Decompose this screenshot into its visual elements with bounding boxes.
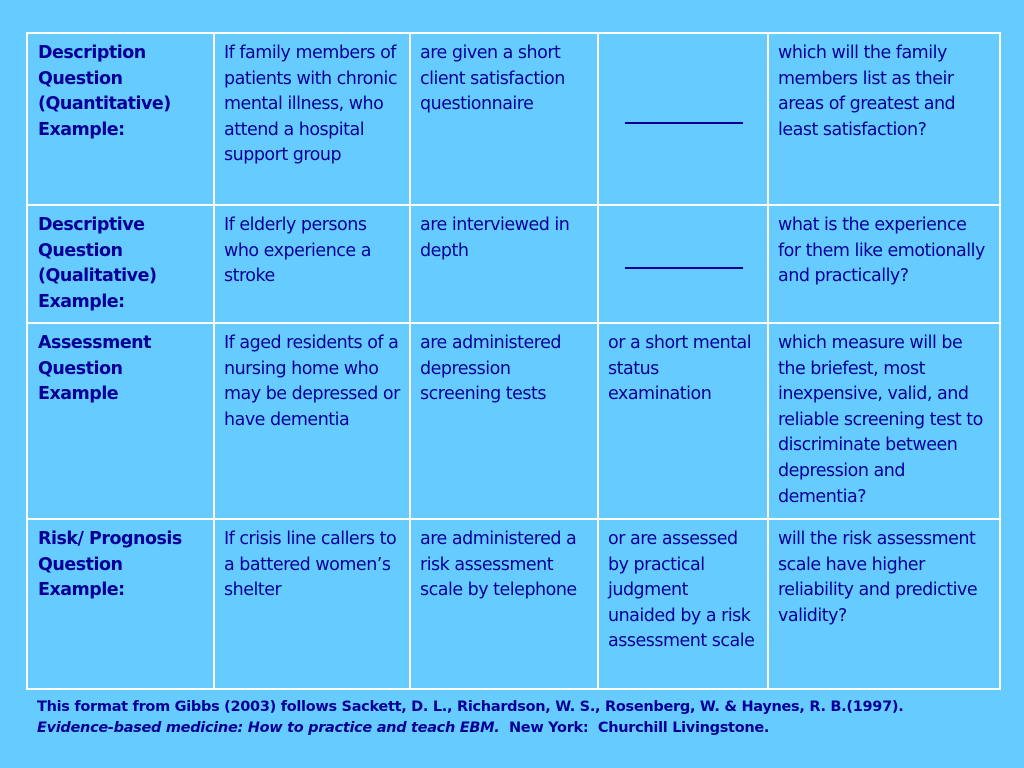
population-cell: If crisis line callers to a battered women’s shelter — [214, 519, 410, 689]
outcome-cell: which measure will be the briefest, most inexpensive, valid, and reliable screening test to discriminate between depression and dementia? — [768, 323, 1000, 519]
citation-line-1: This format from Gibbs (2003) follows Sackett, D. L., Richardson, W. S., Rosenberg, W. & Haynes, R. B.(1997). — [37, 699, 904, 715]
row-label-cell: Assessment Question Example — [27, 323, 214, 519]
intervention-cell: are given a short client satisfaction questionnaire — [410, 33, 598, 205]
blank-underline — [625, 122, 743, 124]
table-row — [27, 205, 1000, 323]
population-cell: If family members of patients with chronic mental illness, who attend a hospital support group — [214, 33, 410, 205]
outcome-cell: which will the family members list as their areas of greatest and least satisfaction? — [768, 33, 1000, 205]
row-label-cell: Risk/ Prognosis Question Example: — [27, 519, 214, 689]
intervention-cell: are interviewed in depth — [410, 205, 598, 323]
comparison-blank-cell — [598, 33, 768, 205]
comparison-cell: or a short mental status examination — [598, 323, 768, 519]
publisher: New York: Churchill Livingstone. — [499, 720, 770, 736]
intervention-cell: are administered depression screening tests — [410, 323, 598, 519]
citation-footer — [37, 697, 1012, 739]
row-label-cell: Descriptive Question (Qualitative) Example: — [27, 205, 214, 323]
table-row — [27, 33, 1000, 205]
book-title: Evidence-based medicine: How to practice and teach EBM. — [37, 720, 500, 736]
table-row — [27, 519, 1000, 689]
question-format-table — [26, 32, 1001, 690]
population-cell: If aged residents of a nursing home who may be depressed or have dementia — [214, 323, 410, 519]
comparison-cell: or are assessed by practical judgment unaided by a risk assessment scale — [598, 519, 768, 689]
comparison-blank-cell — [598, 205, 768, 323]
intervention-cell: are administered a risk assessment scale by telephone — [410, 519, 598, 689]
outcome-cell: what is the experience for them like emotionally and practically? — [768, 205, 1000, 323]
row-label-cell: Description Question (Quantitative) Example: — [27, 33, 214, 205]
outcome-cell: will the risk assessment scale have higher reliability and predictive validity? — [768, 519, 1000, 689]
citation-line-2 — [37, 718, 1012, 739]
table-row — [27, 323, 1000, 519]
population-cell: If elderly persons who experience a stroke — [214, 205, 410, 323]
blank-underline — [625, 267, 743, 269]
